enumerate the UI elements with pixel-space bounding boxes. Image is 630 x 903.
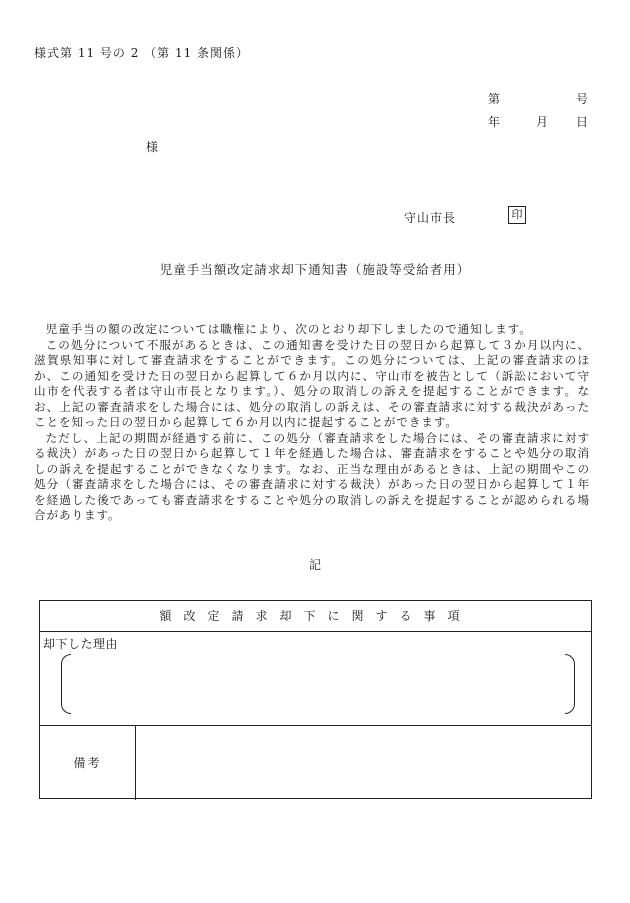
- notice-body: [34, 322, 590, 524]
- body-paragraph: 児童手当の額の改定については職権により、次のとおり却下しましたので通知します。: [45, 322, 532, 336]
- reason-label: 却下した理由: [43, 637, 119, 651]
- remarks-label: 備考: [40, 726, 136, 800]
- remarks-row: [40, 725, 591, 800]
- ki-heading: 記: [308, 558, 321, 572]
- table-header: 額改定請求却下に関する事項: [40, 601, 591, 632]
- document-number-prefix: 第: [488, 92, 501, 106]
- sender-name: 守山市長: [404, 211, 457, 225]
- left-bracket: [61, 654, 71, 714]
- form-number: 様式第 11 号の 2 （第 11 条関係）: [34, 46, 250, 60]
- seal-stamp: 印: [508, 206, 526, 224]
- body-paragraph: この処分について不服があるときは、この通知書を受けた日の翌日から起算して３か月以内に、滋賀県知事に対して審査請求をすることができます。この処分については、上記の審査請求のほか、この通知を受けた日の翌日から起算して６か月以内に、守山市を被告として（訴訟において守山市を代表する者は守山市長となります。）、処分の取消しの訴えを提起することができます。なお、上記の審査請求をした場合には、処分の取消しの訴えは、その審査請求に対する裁決があったことを知った日の翌日から起算して６か月以内に提起することができます。: [34, 337, 590, 429]
- addressee-honorific: 様: [146, 140, 159, 154]
- document-number-suffix: 号: [576, 92, 589, 106]
- body-paragraph: ただし、上記の期間が経過する前に、この処分（審査請求をした場合には、その審査請求に対する裁決）があった日の翌日から起算して１年を経過した場合は、審査請求をすることや処分の取消しの訴えを提起することができなくなります。なお、正当な理由があるときは、上記の期間やこの処分（審査請求をした場合には、その審査請求に対する裁決）があった日の翌日から起算して１年を経過した後であっても審査請求をすることや処分の取消しの訴えを提起することが認められる場合があります。: [34, 430, 590, 522]
- right-bracket: [565, 654, 575, 714]
- rejection-details-table: [39, 600, 592, 799]
- date-day-label: 日: [576, 115, 589, 129]
- date-month-label: 月: [536, 115, 549, 129]
- date-year-label: 年: [488, 115, 501, 129]
- document-title: 児童手当額改定請求却下通知書（施設等受給者用）: [159, 262, 471, 277]
